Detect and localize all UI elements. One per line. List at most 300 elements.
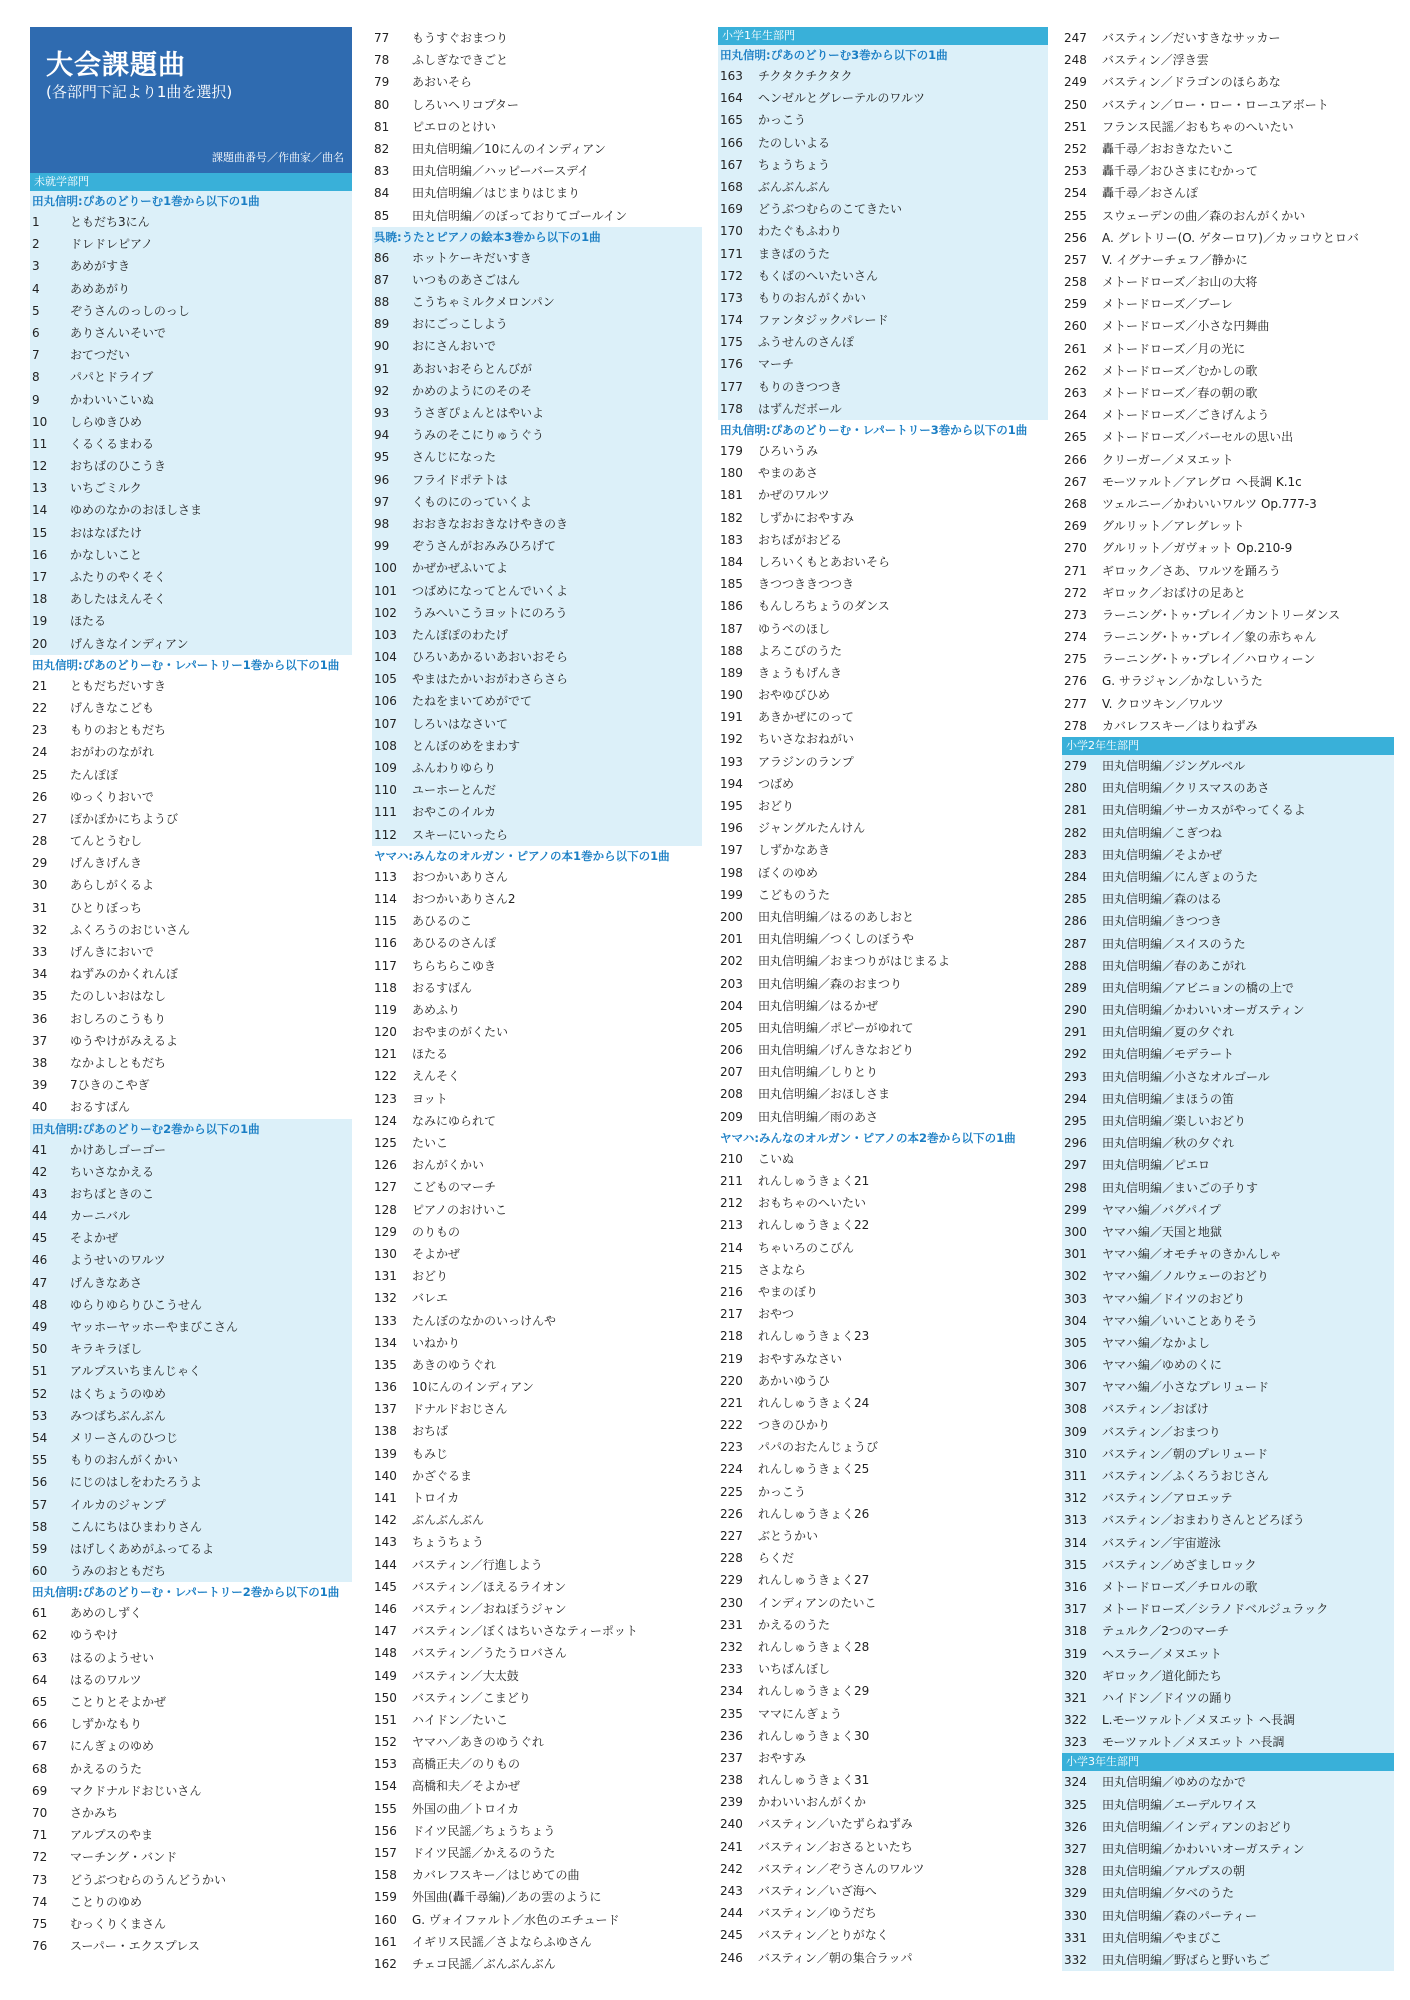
piece-number: 66 <box>32 1717 48 1732</box>
piece-title: しろいくもとあおいそら <box>758 554 891 569</box>
piece-number: 18 <box>32 592 48 607</box>
piece-row <box>1062 1532 1394 1554</box>
piece-number: 237 <box>720 1750 743 1765</box>
piece-title: れんしゅうきょく25 <box>758 1462 870 1477</box>
piece-number: 14 <box>32 503 48 518</box>
piece-number: 58 <box>32 1519 48 1534</box>
piece-row <box>372 71 702 93</box>
category-heading: 田丸信明:ぴあのどりーむ1巻から以下の1曲 <box>32 194 260 208</box>
piece-row <box>372 1265 702 1287</box>
piece-number: 9 <box>32 392 40 407</box>
piece-number: 248 <box>1064 53 1087 68</box>
piece-title: かざぐるま <box>412 1468 473 1483</box>
piece-number: 120 <box>374 1025 397 1040</box>
piece-row <box>372 269 702 291</box>
piece-title: しずかにおやすみ <box>758 510 855 525</box>
piece-row <box>30 697 352 719</box>
piece-row <box>372 1576 702 1598</box>
piece-row <box>718 1902 1048 1924</box>
piece-number: 284 <box>1064 869 1087 884</box>
piece-row <box>372 1598 702 1620</box>
piece-title: バスティン／だいすきなサッカー <box>1102 31 1281 45</box>
category-heading: 田丸信明:ぴあのどりーむ・レパートリー3巻から以下の1曲 <box>720 423 1028 437</box>
piece-row <box>372 1332 702 1354</box>
page-title: 大会課題曲 <box>46 50 186 81</box>
piece-number: 50 <box>32 1342 48 1357</box>
piece-number: 199 <box>720 887 743 902</box>
piece-number: 306 <box>1064 1358 1087 1373</box>
piece-title: たのしいよる <box>758 135 831 150</box>
piece-row <box>1062 94 1394 116</box>
piece-title: 田丸信明編／ポピーがゆれて <box>758 1020 914 1035</box>
piece-title: かわいいこいぬ <box>70 392 155 407</box>
piece-title: ねずみのかくれんぼ <box>70 967 179 982</box>
piece-row <box>30 499 352 521</box>
piece-row <box>372 866 702 888</box>
piece-row <box>372 999 702 1021</box>
piece-number: 225 <box>720 1484 743 1499</box>
piece-title: 高橋和夫／そよかぜ <box>412 1779 521 1794</box>
piece-title: 田丸信明編／森のおまつり <box>758 976 903 991</box>
piece-number: 95 <box>374 450 390 465</box>
piece-row <box>1062 404 1394 426</box>
piece-number: 30 <box>32 878 48 893</box>
piece-title: らくだ <box>758 1551 795 1566</box>
piece-row <box>30 1935 352 1957</box>
piece-number: 70 <box>32 1805 48 1820</box>
piece-number: 173 <box>720 290 743 305</box>
piece-title: ヤマハ編／いいことありそう <box>1102 1313 1258 1328</box>
piece-title: よろこびのうた <box>758 643 843 658</box>
piece-number: 53 <box>32 1408 48 1423</box>
piece-number: 329 <box>1064 1886 1087 1901</box>
piece-title: アラジンのランプ <box>758 754 854 769</box>
piece-row <box>30 741 352 763</box>
piece-number: 191 <box>720 710 743 725</box>
piece-title: おがわのながれ <box>70 745 155 760</box>
piece-row <box>718 1614 1048 1636</box>
piece-row <box>30 1538 352 1560</box>
piece-row <box>372 1931 702 1953</box>
piece-title: げんきなこども <box>70 700 155 715</box>
piece-row <box>1062 1421 1394 1443</box>
piece-row <box>718 1725 1048 1747</box>
piece-row <box>1062 1860 1394 1882</box>
piece-number: 32 <box>32 922 48 937</box>
piece-title: うみへいこうヨットにのろう <box>412 605 568 620</box>
piece-row <box>1062 537 1394 559</box>
section-block <box>1062 737 1394 1753</box>
piece-title: ヤマハ編／小さなプレリュード <box>1102 1380 1270 1395</box>
piece-title: ぶんぶんぶん <box>758 179 831 194</box>
piece-title: マーチ <box>758 357 795 372</box>
piece-number: 322 <box>1064 1713 1087 1728</box>
piece-title: かっこう <box>758 1484 807 1499</box>
piece-number: 27 <box>32 811 48 826</box>
piece-title: なかよしともだち <box>70 1055 167 1070</box>
piece-number: 62 <box>32 1628 48 1643</box>
piece-title: 田丸信明編／げんきなおどり <box>758 1043 915 1058</box>
piece-row <box>1062 315 1394 337</box>
piece-title: どうぶつむらのうんどうかい <box>70 1872 227 1887</box>
piece-title: バスティン／朝の集合ラッパ <box>758 1950 913 1965</box>
piece-row <box>1062 227 1394 249</box>
piece-row <box>1062 1487 1394 1509</box>
piece-title: どうぶつむらのこてきたい <box>758 202 903 217</box>
piece-number: 186 <box>720 599 743 614</box>
piece-title: 田丸信明編／まほうの笛 <box>1102 1091 1235 1106</box>
piece-title: ドイツ民謡／ちょうちょう <box>412 1823 556 1838</box>
piece-row <box>1062 755 1394 777</box>
piece-title: はるのワルツ <box>70 1672 142 1687</box>
piece-number: 38 <box>32 1055 48 1070</box>
piece-row <box>1062 116 1394 138</box>
piece-title: かえるのうた <box>758 1617 831 1632</box>
piece-number: 245 <box>720 1928 743 1943</box>
piece-number: 243 <box>720 1884 743 1898</box>
piece-number: 127 <box>374 1180 397 1195</box>
piece-row <box>1062 271 1394 293</box>
piece-title: バスティン／大太鼓 <box>412 1668 519 1683</box>
piece-title: ひとりぼっち <box>70 900 143 915</box>
piece-row <box>372 1820 702 1842</box>
piece-row <box>30 1008 352 1030</box>
piece-row <box>30 1691 352 1713</box>
piece-number: 143 <box>374 1535 397 1550</box>
piece-number: 12 <box>32 459 48 474</box>
piece-number: 257 <box>1064 252 1087 267</box>
piece-title: おちば <box>412 1424 449 1439</box>
piece-row <box>30 1294 352 1316</box>
piece-title: 田丸信明編／夕べのうた <box>1102 1886 1235 1901</box>
piece-number: 112 <box>374 827 397 842</box>
piece-row <box>1062 1771 1394 1793</box>
piece-row <box>1062 1949 1394 1971</box>
piece-number: 229 <box>720 1573 743 1588</box>
piece-title: バスティン／おねぼうジャン <box>412 1601 567 1616</box>
piece-row <box>372 424 702 446</box>
piece-number: 124 <box>374 1113 397 1128</box>
piece-number: 302 <box>1064 1269 1087 1284</box>
piece-number: 10 <box>32 414 48 429</box>
piece-title: 田丸信明編／10にんのインディアン <box>412 141 606 156</box>
piece-row <box>372 1531 702 1553</box>
piece-title: G. サラジャン／かなしいうた <box>1102 674 1263 689</box>
piece-number: 292 <box>1064 1047 1087 1062</box>
piece-row <box>718 928 1048 950</box>
category-heading: 田丸信明:ぴあのどりーむ2巻から以下の1曲 <box>32 1121 260 1136</box>
piece-title: つばめになってとんでいくよ <box>412 583 569 598</box>
piece-row <box>718 1547 1048 1569</box>
piece-row <box>30 389 352 411</box>
piece-number: 64 <box>32 1672 48 1687</box>
piece-title: ママにんぎょう <box>758 1706 843 1721</box>
piece-title: ひろいあかるいあおいおそら <box>412 650 569 665</box>
piece-number: 286 <box>1064 914 1087 929</box>
piece-title: さかみち <box>70 1805 119 1820</box>
piece-number: 311 <box>1064 1469 1087 1483</box>
piece-title: おはなばたけ <box>70 525 143 540</box>
piece-number: 281 <box>1064 803 1087 818</box>
piece-row <box>30 1139 352 1161</box>
piece-number: 4 <box>32 281 40 296</box>
piece-number: 134 <box>374 1335 397 1350</box>
piece-number: 54 <box>32 1430 48 1445</box>
piece-number: 105 <box>374 672 397 687</box>
piece-row <box>718 331 1048 353</box>
piece-title: ちょうちょう <box>412 1535 485 1550</box>
piece-row <box>718 573 1048 595</box>
division-header: 未就学部門 <box>30 173 352 191</box>
piece-title: メトードローズ／お山の大将 <box>1102 275 1258 290</box>
piece-number: 111 <box>374 805 397 820</box>
category-heading: ヤマハ:みんなのオルガン・ピアノの本1巻から以下の1曲 <box>374 848 670 863</box>
piece-row <box>372 1287 702 1309</box>
piece-row <box>718 109 1048 131</box>
piece-number: 23 <box>32 723 48 738</box>
piece-number: 201 <box>720 932 743 947</box>
piece-number: 223 <box>720 1440 743 1455</box>
piece-title: バスティン／浮き雲 <box>1102 53 1209 68</box>
piece-row <box>30 1449 352 1471</box>
piece-title: おやまのがくたい <box>412 1025 509 1040</box>
piece-title: しずかなあき <box>758 843 831 858</box>
section-block <box>718 27 1048 420</box>
piece-row <box>372 1420 702 1442</box>
piece-row <box>30 1249 352 1271</box>
piece-title: れんしゅうきょく28 <box>758 1639 870 1654</box>
section-block <box>372 846 702 1975</box>
piece-row <box>718 440 1048 462</box>
piece-number: 133 <box>374 1313 397 1328</box>
piece-title: ヨット <box>412 1091 448 1106</box>
piece-number: 231 <box>720 1617 743 1632</box>
piece-title: バスティン／ロー・ロー・ローユアボート <box>1102 97 1329 112</box>
piece-title: カバレフスキー／はりねずみ <box>1102 718 1258 733</box>
piece-title: ひろいうみ <box>758 444 819 458</box>
piece-row <box>30 1383 352 1405</box>
piece-number: 324 <box>1064 1775 1087 1790</box>
piece-title: れんしゅうきょく27 <box>758 1573 870 1588</box>
piece-number: 249 <box>1064 75 1087 90</box>
piece-number: 122 <box>374 1069 397 1084</box>
piece-title: みつばちぶんぶん <box>70 1408 166 1423</box>
piece-title: はくちょうのゆめ <box>70 1386 167 1401</box>
piece-row <box>372 1509 702 1531</box>
piece-number: 59 <box>32 1541 48 1556</box>
piece-row <box>718 1569 1048 1591</box>
piece-row <box>372 1376 702 1398</box>
piece-title: かめのようにのそのそ <box>412 383 533 398</box>
piece-row <box>372 801 702 823</box>
piece-title: メトードローズ／ごきげんよう <box>1102 408 1270 423</box>
piece-number: 157 <box>374 1846 397 1860</box>
piece-title: 田丸信明編／夏の夕ぐれ <box>1102 1025 1235 1040</box>
piece-row <box>1062 799 1394 821</box>
piece-row <box>718 398 1048 420</box>
piece-number: 60 <box>32 1564 48 1579</box>
column-1 <box>30 27 352 1957</box>
piece-number: 235 <box>720 1706 743 1721</box>
piece-title: もうすぐおまつり <box>412 31 509 45</box>
piece-row <box>30 1516 352 1538</box>
piece-row <box>30 874 352 896</box>
piece-title: かなしいこと <box>70 547 143 562</box>
piece-row <box>1062 1354 1394 1376</box>
piece-number: 128 <box>374 1202 397 1217</box>
piece-number: 56 <box>32 1475 48 1490</box>
piece-number: 148 <box>374 1646 397 1661</box>
piece-number: 278 <box>1064 718 1087 733</box>
piece-row <box>718 287 1048 309</box>
piece-row <box>1062 27 1394 49</box>
piece-title: ヤッホーヤッホーやまびこさん <box>70 1320 239 1334</box>
piece-number: 96 <box>374 472 390 487</box>
piece-row <box>718 1747 1048 1769</box>
piece-title: かぜかぜふいてよ <box>412 561 509 576</box>
piece-number: 197 <box>720 843 743 858</box>
piece-number: 265 <box>1064 430 1087 445</box>
piece-title: たんぽぽ <box>70 767 119 782</box>
piece-number: 233 <box>720 1662 743 1677</box>
piece-title: V. イグナーチェフ／静かに <box>1102 252 1248 267</box>
piece-number: 41 <box>32 1142 48 1157</box>
piece-row <box>30 1602 352 1624</box>
piece-row <box>372 1043 702 1065</box>
piece-number: 254 <box>1064 186 1087 201</box>
piece-title: おやこのイルカ <box>412 805 497 820</box>
piece-number: 158 <box>374 1868 397 1883</box>
piece-row <box>30 786 352 808</box>
piece-title: ちゃいろのこびん <box>758 1240 855 1255</box>
piece-title: 田丸信明編／野ばらと野いちご <box>1102 1952 1271 1967</box>
piece-title: もりのおんがくかい <box>70 1453 179 1468</box>
section-block <box>30 173 352 655</box>
piece-row <box>30 675 352 697</box>
piece-number: 109 <box>374 761 397 775</box>
piece-title: フランス民謡／おもちゃのへいたい <box>1102 119 1294 134</box>
piece-number: 74 <box>32 1894 48 1909</box>
piece-number: 285 <box>1064 892 1087 907</box>
piece-number: 181 <box>720 488 743 503</box>
piece-row <box>30 1360 352 1382</box>
piece-title: こどものうた <box>758 887 831 902</box>
piece-row <box>372 1021 702 1043</box>
piece-title: おちばのひこうき <box>70 459 167 474</box>
piece-title: 田丸信明編／にんぎょのうた <box>1102 869 1259 884</box>
piece-number: 150 <box>374 1690 397 1705</box>
piece-row <box>372 713 702 735</box>
piece-row <box>1062 1905 1394 1927</box>
piece-title: おるすばん <box>70 1100 131 1115</box>
piece-title: 田丸信明編／アルプスの朝 <box>1102 1864 1246 1879</box>
piece-row <box>30 1735 352 1757</box>
piece-row <box>1062 493 1394 515</box>
piece-number: 42 <box>32 1164 48 1179</box>
piece-title: アルプスのやま <box>70 1828 154 1843</box>
piece-number: 119 <box>374 1002 397 1017</box>
piece-row <box>30 1713 352 1735</box>
piece-row <box>718 176 1048 198</box>
piece-number: 114 <box>374 891 397 906</box>
piece-title: ぽかぽかにちようび <box>70 811 179 826</box>
piece-number: 104 <box>374 650 397 665</box>
piece-number: 16 <box>32 547 48 562</box>
piece-row <box>1062 49 1394 71</box>
division-header: 小学3年生部門 <box>1062 1753 1394 1771</box>
piece-row <box>372 557 702 579</box>
piece-number: 283 <box>1064 847 1087 862</box>
piece-title: うみのそこにりゅうぐう <box>412 428 545 443</box>
piece-number: 20 <box>32 636 48 651</box>
piece-title: バスティン／いたずらねずみ <box>758 1817 913 1832</box>
piece-number: 213 <box>720 1218 743 1233</box>
piece-title: 田丸信明編／ゆめのなかで <box>1102 1775 1247 1790</box>
piece-title: れんしゅうきょく31 <box>758 1773 870 1788</box>
piece-title: いちばんぼし <box>758 1662 831 1677</box>
piece-title: げんきなあさ <box>70 1275 143 1290</box>
piece-row <box>718 1348 1048 1370</box>
piece-number: 314 <box>1064 1535 1087 1550</box>
piece-number: 180 <box>720 466 743 481</box>
piece-number: 304 <box>1064 1313 1087 1328</box>
piece-row <box>30 566 352 588</box>
piece-title: ふんわりゆらり <box>412 761 497 775</box>
piece-number: 142 <box>374 1513 397 1528</box>
piece-number: 26 <box>32 789 48 804</box>
piece-row <box>718 220 1048 242</box>
section-block <box>718 420 1048 1128</box>
piece-title: おんがくかい <box>412 1158 485 1173</box>
piece-number: 67 <box>32 1739 48 1754</box>
piece-number: 171 <box>720 246 743 261</box>
piece-number: 303 <box>1064 1291 1087 1306</box>
piece-title: わたぐもふわり <box>758 224 843 239</box>
piece-row <box>372 1487 702 1509</box>
column-2 <box>372 27 702 1975</box>
piece-number: 327 <box>1064 1842 1087 1856</box>
piece-number: 100 <box>374 561 397 576</box>
piece-row <box>372 668 702 690</box>
piece-number: 247 <box>1064 31 1087 45</box>
piece-row <box>372 690 702 712</box>
piece-title: メトードローズ／シラノドベルジュラック <box>1102 1602 1329 1617</box>
piece-title: ラーニング･トゥ･プレイ／カントリーダンス <box>1102 607 1341 622</box>
piece-row <box>30 1338 352 1360</box>
section-block <box>30 1582 352 1957</box>
piece-title: 田丸信明編／モデラート <box>1102 1047 1235 1062</box>
piece-title: メトードローズ／月の光に <box>1102 341 1246 356</box>
piece-row <box>1062 138 1394 160</box>
piece-row <box>30 1227 352 1249</box>
piece-row <box>718 1791 1048 1813</box>
piece-number: 29 <box>32 856 48 871</box>
piece-row <box>1062 866 1394 888</box>
piece-number: 28 <box>32 834 48 849</box>
piece-title: れんしゅうきょく29 <box>758 1684 870 1699</box>
piece-row <box>372 824 702 846</box>
piece-number: 227 <box>720 1529 743 1543</box>
piece-title: パパとドライブ <box>70 370 154 385</box>
piece-number: 130 <box>374 1246 397 1261</box>
piece-number: 212 <box>720 1196 743 1211</box>
piece-row <box>30 1030 352 1052</box>
piece-title: しずかなもり <box>70 1717 143 1732</box>
piece-title: スウェーデンの曲／森のおんがくかい <box>1102 208 1306 223</box>
piece-title: しろいはなさいて <box>412 716 509 731</box>
piece-row <box>1062 977 1394 999</box>
piece-row <box>1062 160 1394 182</box>
